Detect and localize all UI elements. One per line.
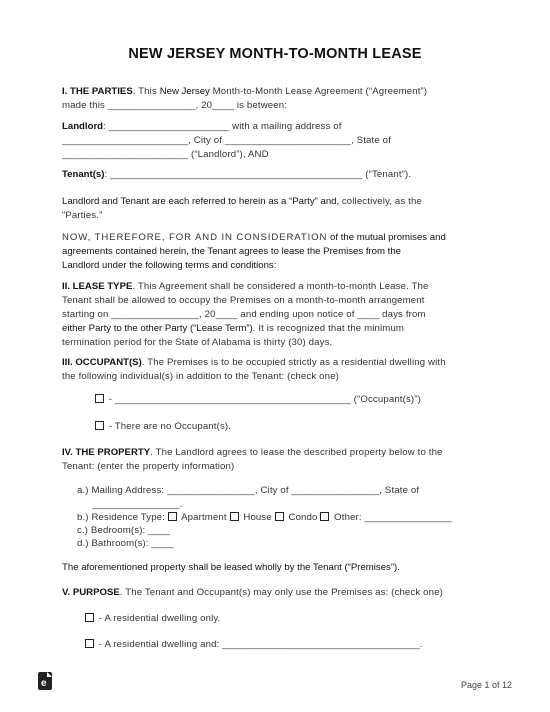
landlord-line-1: : ______________________ with a mailing address of (103, 121, 342, 132)
lease-type-line-4b: . It is recognized that the minimum (252, 323, 405, 334)
property-address-line-1: a.) Mailing Address: ________________, City of ________________, State of (77, 485, 420, 496)
now-therefore-line-3: Landlord under the following terms and conditions: (62, 260, 277, 271)
now-therefore-line-1: of the mutual promises and (327, 232, 446, 243)
occupants-line-1: . The Premises is to be occupied strictly as a residential dwelling with (141, 357, 446, 368)
party-line-1a: Landlord and Tenant are each referred to herein as a “Party” and, (62, 196, 342, 207)
parties-heading: I. THE PARTIES (62, 86, 133, 97)
party-line-1b: collectively, as the (341, 196, 422, 207)
party-line-2: “Parties.” (62, 210, 103, 221)
property-address (77, 484, 497, 512)
condo-checkbox[interactable] (275, 512, 284, 521)
residence-type-label: b.) Residence Type: (77, 512, 168, 523)
premises-paragraph (62, 561, 492, 575)
lease-type-line-4a: either Party to the other Party (“Lease Term”) (62, 323, 253, 334)
apartment-checkbox[interactable] (168, 512, 177, 521)
bathrooms-line: d.) Bathroom(s): ____ (77, 538, 174, 549)
landlord-paragraph (62, 120, 492, 162)
lease-type-paragraph (62, 280, 492, 350)
occupants-option-2 (95, 420, 495, 434)
property-line-1: . The Landlord agrees to lease the described property below to the (150, 447, 443, 458)
purpose-heading: V. PURPOSE (62, 587, 120, 598)
occupants-paragraph (62, 356, 492, 384)
purpose-line-1: . The Tenant and Occupant(s) may only use the Premises as: (check one) (119, 587, 443, 598)
bedrooms-line: c.) Bedroom(s): ____ (77, 525, 171, 536)
property-address-line-2: ________________. (92, 499, 183, 510)
landlord-line-3: _______________________ (“Landlord”), AND (62, 149, 269, 160)
purpose-option-2 (85, 638, 497, 652)
occupants-checkbox-1[interactable] (95, 394, 104, 403)
lease-type-heading: II. LEASE TYPE (62, 281, 133, 292)
tenant-label: Tenant(s) (62, 169, 105, 180)
now-therefore-paragraph (62, 231, 492, 273)
now-therefore-line-2: agreements contained herein, the Tenant agrees to lease the Premises from the (62, 246, 402, 257)
parties-paragraph (62, 85, 492, 113)
lease-type-line-3: starting on ________________, 20____ and ending upon notice of ____ days from (62, 309, 426, 320)
occupants-checkbox-2[interactable] (95, 421, 104, 430)
tenant-line: : ______________________________________________ (“Tenant”). (104, 169, 412, 180)
property-bathrooms (77, 537, 497, 551)
svg-text:e: e (41, 678, 47, 689)
page-number: Page 1 of 12 (460, 680, 512, 690)
occupants-line-2: the following individual(s) in addition to the Tenant: (check one) (62, 371, 339, 382)
purpose-paragraph (62, 586, 492, 600)
property-residence-type (77, 511, 497, 525)
house-checkbox[interactable] (230, 512, 239, 521)
parties-text-b: Month-to-Month Lease Agreement (“Agreement”) (209, 86, 428, 97)
purpose-option-2-text: - A residential dwelling and: ____________________________________. (96, 639, 423, 650)
now-therefore-lead: NOW, THEREFORE, FOR AND IN CONSIDERATION (62, 232, 328, 243)
other-label: Other: ________________ (331, 512, 453, 523)
tenant-paragraph (62, 168, 492, 182)
property-line-2: Tenant: (enter the property information) (62, 461, 235, 472)
purpose-checkbox-2[interactable] (85, 639, 94, 648)
other-checkbox[interactable] (320, 512, 329, 521)
property-bedrooms (77, 524, 497, 538)
parties-state: New Jersey (159, 86, 210, 97)
purpose-option-1-text: - A residential dwelling only. (96, 613, 221, 624)
lease-type-line-5: termination period for the State of Alabama is thirty (30) days. (62, 337, 333, 348)
condo-label: Condo (285, 512, 321, 523)
landlord-label: Landlord (62, 121, 104, 132)
lease-type-line-1: . This Agreement shall be considered a month-to-month Lease. The (132, 281, 429, 292)
parties-text-a: . This (132, 86, 160, 97)
parties-date-line: made this ________________, 20____ is between: (62, 100, 288, 111)
premises-line: The aforementioned property shall be leased wholly by the Tenant (“Premises”). (62, 562, 400, 573)
occupants-heading: III. OCCUPANT(S) (62, 357, 142, 368)
purpose-option-1 (85, 612, 497, 626)
document-title: NEW JERSEY MONTH-TO-MONTH LEASE (128, 46, 422, 62)
property-paragraph (62, 446, 492, 474)
apartment-label: Apartment (178, 512, 230, 523)
house-label: House (240, 512, 275, 523)
lease-type-line-2: Tenant shall be allowed to occupy the Premises on a month-to-month arrangement (62, 295, 425, 306)
landlord-line-2: _______________________, City of _______________________, State of (62, 135, 391, 146)
occupants-option-2-text: - There are no Occupant(s). (106, 421, 232, 432)
occupants-option-1-text: - ___________________________________________ (“Occupant(s)”) (106, 394, 421, 405)
occupants-option-1 (95, 393, 495, 407)
purpose-checkbox-1[interactable] (85, 613, 94, 622)
property-heading: IV. THE PROPERTY (62, 447, 151, 458)
party-definition-paragraph (62, 195, 492, 223)
eforms-logo-icon (38, 672, 52, 690)
